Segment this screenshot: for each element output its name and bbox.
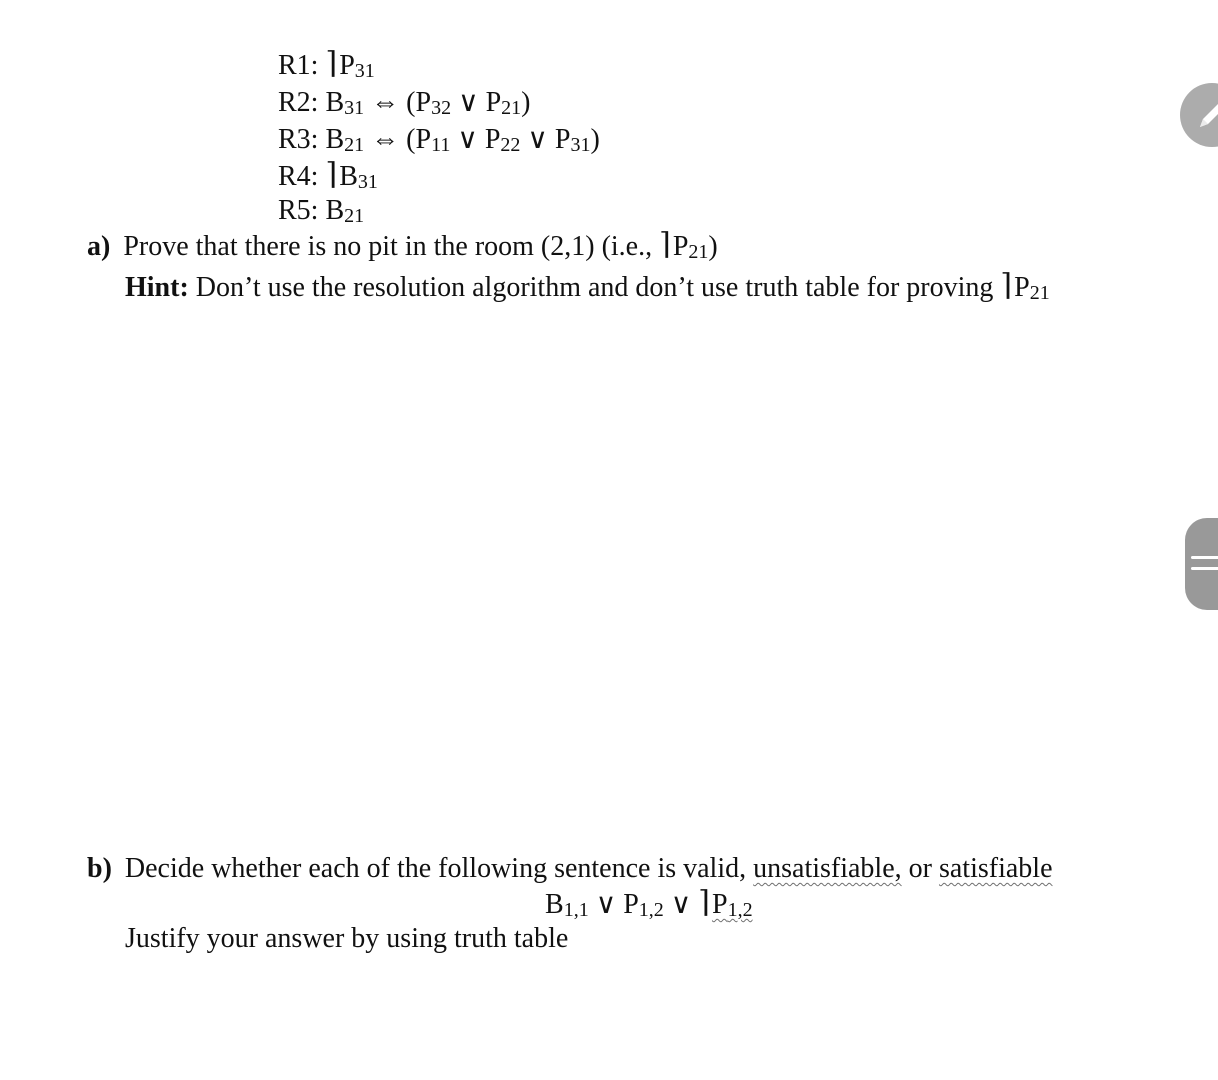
- rule-r4: R4: $⌉B_{31}$: [278, 158, 378, 193]
- side-menu-handle[interactable]: [1185, 518, 1218, 610]
- spellcheck-satisfiable[interactable]: satisfiable: [938, 853, 1053, 884]
- rule-r1: R1: $⌉P_{31}$: [278, 47, 375, 82]
- rule-r2: R2: $B_{31}$ ⇔ ($P_{32}$ ∨ $P_{21}$): [278, 87, 531, 119]
- part-a-hint: Hint: Don’t use the resolution algorithm and don’t use truth table for proving $⌉P_{21}$: [125, 269, 1050, 304]
- spellcheck-unsatisfiable[interactable]: unsatisfiable,: [753, 853, 902, 884]
- part-b-sentence: $B_{1,1}$ ∨ $P_{1,2}$ ∨ $⌉P_{1,2}$: [545, 886, 753, 921]
- pen-icon: [1192, 95, 1218, 135]
- hint-label: Hint:: [125, 272, 189, 303]
- rule-r5: R5: $B_{21}$: [278, 195, 365, 227]
- rule-r3: R3: $B_{21}$ ⇔ ($P_{11}$ ∨ $P_{22}$ ∨ $P_{31}$): [278, 124, 600, 156]
- spellcheck-p12: $P_{1,2}$: [711, 889, 753, 921]
- part-a-marker: a): [87, 231, 111, 262]
- part-b-justify: Justify your answer by using truth table: [125, 923, 569, 954]
- part-a-question: a) Prove that there is no pit in the room (2,1) (i.e., $⌉P_{21}$): [87, 228, 718, 263]
- part-b-question: b) Decide whether each of the following sentence is valid, unsatisfiable, or satisfiable: [87, 853, 1053, 884]
- menu-handle-icon: [1185, 518, 1218, 610]
- part-b-marker: b): [87, 853, 112, 884]
